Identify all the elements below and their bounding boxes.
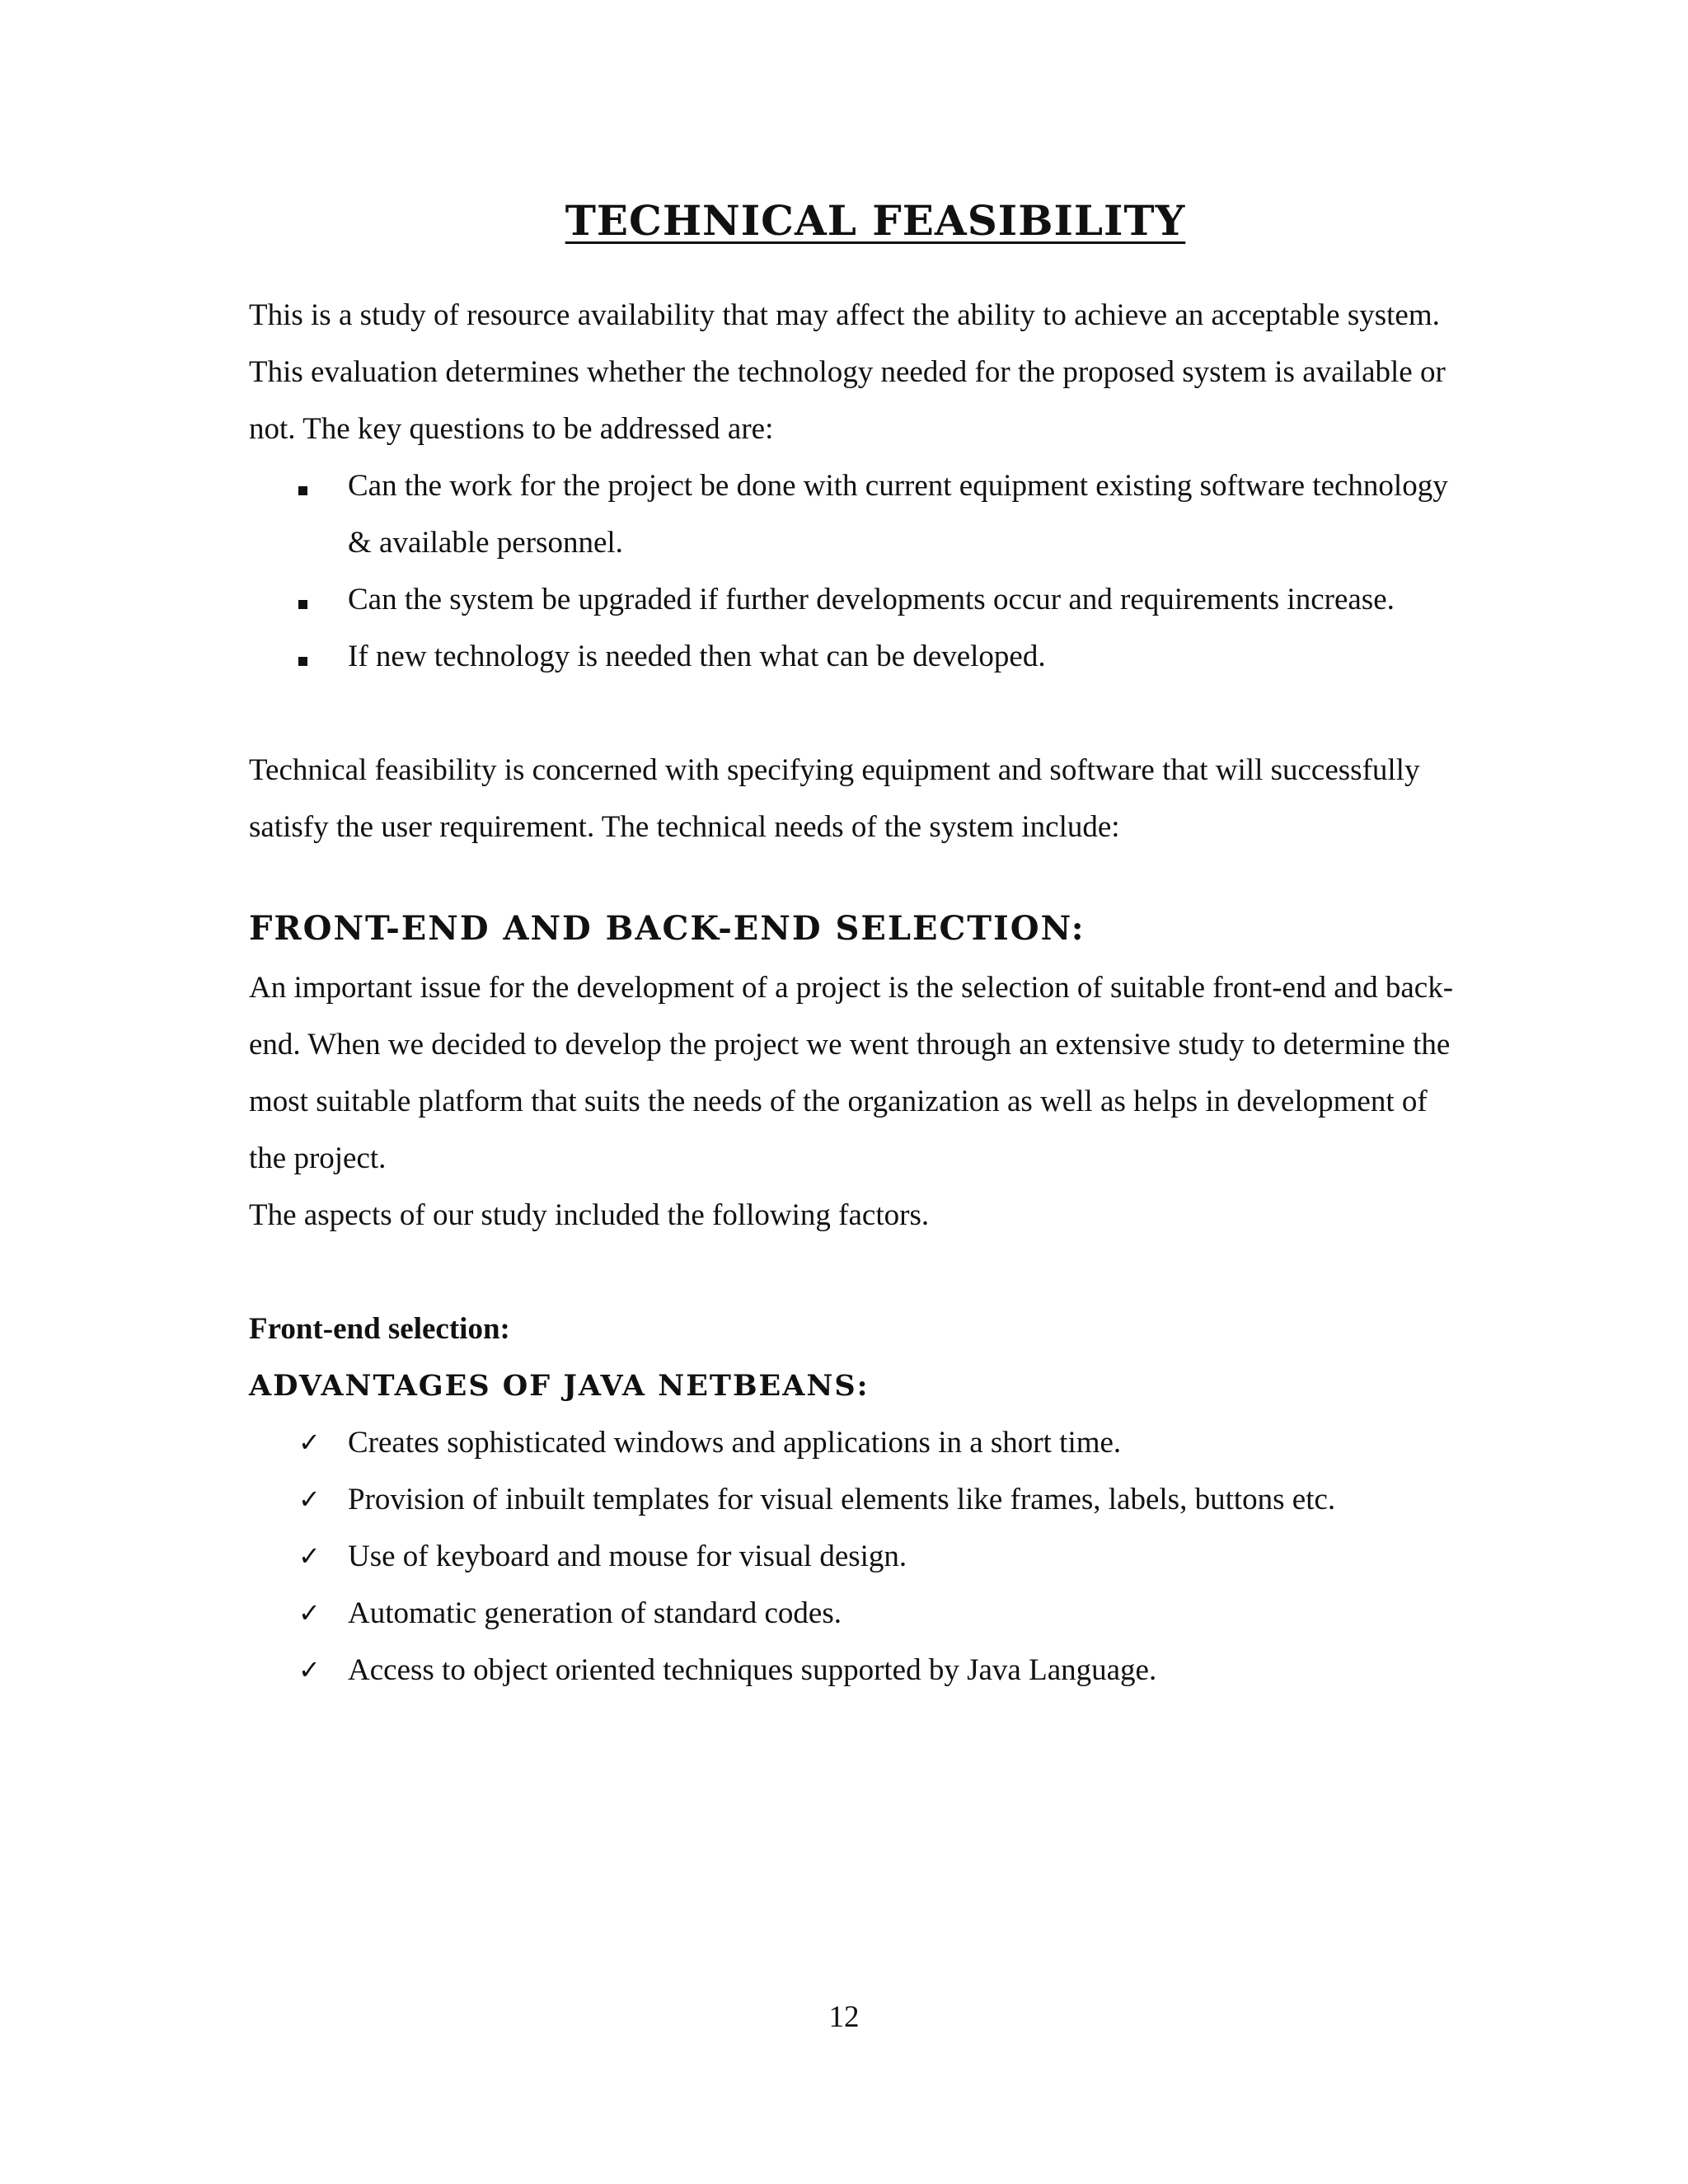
square-bullet-icon	[298, 628, 323, 685]
page-title: TECHNICAL FEASIBILITY	[565, 196, 1186, 245]
spacer	[249, 1244, 1469, 1301]
square-bullet-icon	[298, 457, 323, 514]
page-content	[249, 188, 1469, 1699]
check-mark-icon: ✓	[298, 1654, 321, 1685]
list-item-text: Creates sophisticated windows and applications in a short time.	[348, 1426, 1122, 1460]
advantages-heading: ADVANTAGES OF JAVA NETBEANS:	[249, 1369, 870, 1403]
list-item	[249, 1414, 1469, 1471]
check-mark-icon: ✓	[298, 1540, 321, 1572]
advantages-checklist	[249, 1414, 1469, 1699]
page-number: 12	[828, 2000, 860, 2034]
intro-paragraph: This is a study of resource availability that may affect the ability to achieve an acceptable system. This evaluation determines whether the technology needed for the proposed system is available or not. The key questions to be addressed are:	[249, 298, 1446, 446]
list-item-text: Can the work for the project be done with current equipment existing software technology & available personnel.	[348, 469, 1448, 560]
list-item	[249, 457, 1469, 571]
technical-needs-paragraph: Technical feasibility is concerned with specifying equipment and software that will successfully satisfy the user requirement. The technical needs of the system include:	[249, 753, 1420, 844]
aspects-line: The aspects of our study included the following factors.	[249, 1198, 930, 1232]
selection-paragraph: An important issue for the development of a project is the selection of suitable front-end and back-end. When we decided to develop the project we went through an extensive study to determine the most suitable platform that suits the needs of the organization as well as helps in development of the project.	[249, 971, 1454, 1175]
list-item-text: If new technology is needed then what can be developed.	[348, 640, 1046, 673]
square-bullet-icon	[298, 571, 323, 628]
list-item-text: Access to object oriented techniques supported by Java Language.	[348, 1653, 1157, 1687]
key-questions-list	[249, 457, 1469, 685]
check-mark-icon: ✓	[298, 1427, 321, 1458]
check-mark-icon: ✓	[298, 1597, 321, 1629]
list-item	[249, 571, 1469, 628]
list-item	[249, 1471, 1469, 1528]
selection-section-heading: FRONT-END AND BACK-END SELECTION:	[249, 909, 1085, 948]
list-item-text: Provision of inbuilt templates for visual elements like frames, labels, buttons etc.	[348, 1483, 1336, 1516]
front-end-subheading: Front-end selection:	[249, 1312, 510, 1346]
list-item	[249, 1528, 1469, 1585]
list-item	[249, 628, 1469, 685]
spacer	[249, 685, 1469, 742]
check-mark-icon: ✓	[298, 1483, 321, 1515]
list-item-text: Use of keyboard and mouse for visual design.	[348, 1540, 907, 1573]
spacer	[249, 855, 1469, 898]
list-item-text: Can the system be upgraded if further developments occur and requirements increase.	[348, 583, 1395, 616]
list-item	[249, 1642, 1469, 1699]
list-item	[249, 1585, 1469, 1642]
list-item-text: Automatic generation of standard codes.	[348, 1596, 842, 1630]
